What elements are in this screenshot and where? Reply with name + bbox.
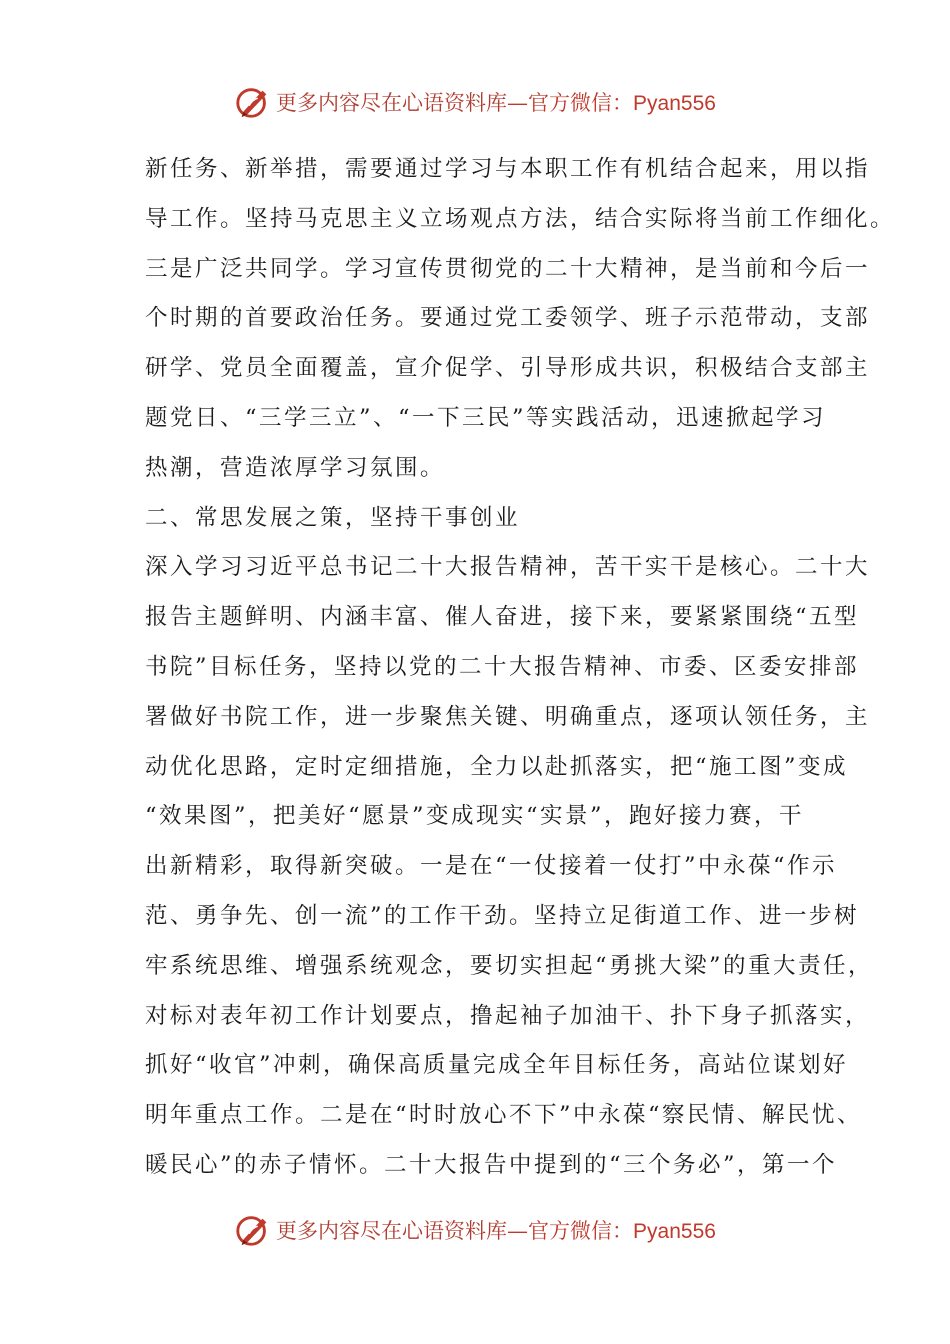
footer-watermark-text — [276, 1215, 716, 1245]
body-line: 对标对表年初工作计划要点，撸起袖子加油干、扑下身子抓落实， — [145, 1002, 871, 1029]
body-line: 署做好书院工作，进一步聚焦关键、明确重点，逐项认领任务，主 — [145, 703, 871, 730]
document-body — [145, 145, 896, 1191]
body-line: 热潮，营造浓厚学习氛围。 — [145, 454, 446, 481]
header-watermark-banner — [0, 80, 950, 124]
body-line: 出新精彩，取得新突破。一是在“一仗接着一仗打”中永葆“作示 — [145, 853, 838, 880]
footer-wechat-label: 官方微信： — [528, 1219, 634, 1243]
footer-brand-text: 更多内容尽在心语资料库 — [276, 1219, 508, 1243]
body-line: 导工作。坚持马克思主义立场观点方法，结合实际将当前工作细化。 — [145, 205, 896, 232]
header-watermark-text — [276, 87, 716, 117]
body-line: 题党日、“三学三立”、“一下三民”等实践活动，迅速掀起学习 — [145, 404, 827, 431]
footer-wechat-id: Pyan556 — [633, 1220, 716, 1243]
pen-logo-icon — [234, 1211, 272, 1249]
body-line: “效果图”，把美好“愿景”变成现实“实景”，跑好接力赛，干 — [145, 803, 805, 830]
body-line: 研学、党员全面覆盖，宣介促学、引导形成共识，积极结合支部主 — [145, 355, 871, 382]
footer-watermark-banner — [0, 1208, 950, 1252]
body-line: 新任务、新举措，需要通过学习与本职工作有机结合起来，用以指 — [145, 156, 871, 182]
body-line: 暖民心”的赤子情怀。二十大报告中提到的“三个务必”，第一个 — [145, 1151, 838, 1178]
body-line: 抓好“收官”冲刺，确保高质量完成全年目标任务，高站位谋划好 — [145, 1052, 849, 1079]
section-heading: 二、常思发展之策，坚持干事创业 — [145, 504, 521, 531]
body-line: 书院”目标任务，坚持以党的二十大报告精神、市委、区委安排部 — [145, 653, 860, 680]
body-line: 范、勇争先、创一流”的工作干劲。坚持立足街道工作、进一步树 — [145, 902, 860, 929]
header-dash: — — [507, 91, 529, 115]
body-line: 三是广泛共同学。学习宣传贯彻党的二十大精神，是当前和今后一 — [145, 255, 871, 282]
pen-logo-icon — [234, 83, 272, 121]
body-line: 报告主题鲜明、内涵丰富、催人奋进，接下来，要紧紧围绕“五型 — [145, 604, 860, 631]
body-line: 牢系统思维、增强系统观念，要切实担起“勇挑大梁”的重大责任， — [145, 952, 874, 979]
body-line: 明年重点工作。二是在“时时放心不下”中永葆“察民情、解民忧、 — [145, 1102, 863, 1129]
body-line: 个时期的首要政治任务。要通过党工委领学、班子示范带动，支部 — [145, 305, 871, 332]
header-brand-text: 更多内容尽在心语资料库 — [276, 91, 508, 115]
footer-dash: — — [507, 1219, 529, 1243]
body-line: 深入学习习近平总书记二十大报告精神，苦干实干是核心。二十大 — [145, 554, 871, 581]
header-wechat-label: 官方微信： — [528, 91, 634, 115]
body-line: 动优化思路，定时定细措施，全力以赴抓落实，把“施工图”变成 — [145, 753, 849, 780]
header-wechat-id: Pyan556 — [633, 92, 716, 115]
